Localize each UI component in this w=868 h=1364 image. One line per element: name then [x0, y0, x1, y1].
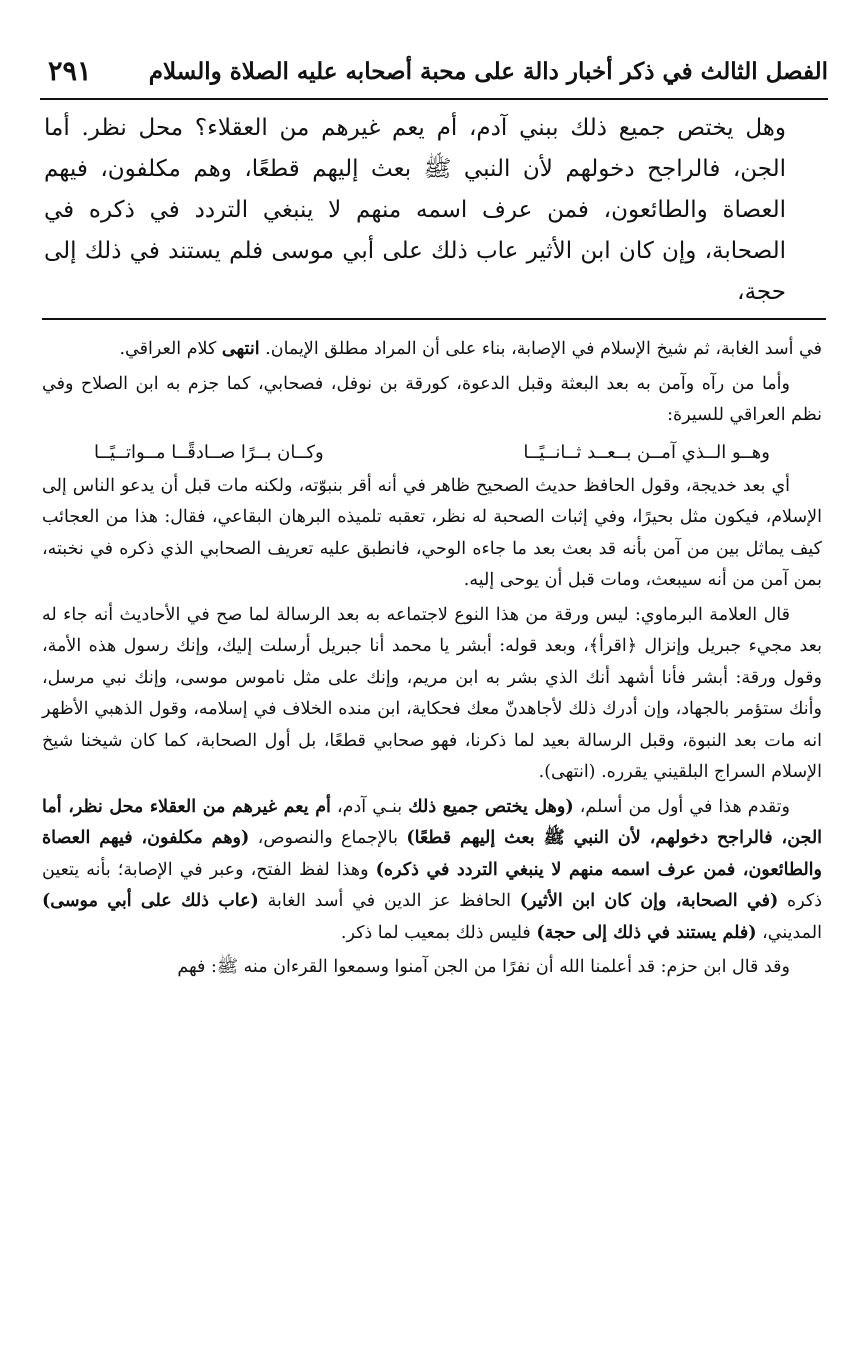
page-number: ٢٩١	[48, 56, 92, 87]
footnote-paragraph	[42, 792, 822, 950]
footnote-bold-text: انتهى	[221, 339, 260, 359]
verse-hemistich-left: وكــان بــرًا صــادقًــا مــواتــيًــا	[94, 441, 324, 463]
footnote-text: فليس ذلك بمعيب لما ذكر.	[340, 922, 537, 943]
footnote-divider	[42, 318, 826, 320]
footnote-text: وتقدم هذا في أول من أسلم،	[573, 796, 791, 817]
footnote-text: وهذا لفظ الفتح، وعبر في الإصابة؛ بأنه يتعين ذكره	[42, 859, 822, 911]
verse-line	[42, 435, 822, 471]
footnote-paragraph: أي بعد خديجة، وقول الحافظ حديث الصحيح ظاهر في أنه أقر بنبوّته، ولكنه مات قبل أن يدعو الناس إلى الإسلام، فيكون مثل بحيرًا، وفي إثبات الصحبة له نظر، تعقبه تلميذه البرهان البقاعي، فقال: هذا من العجائب كيف يماثل بين من آمن بأنه قد بعث بعد ما جاءه الوحي، فانطبق عليه تعريف الصحابي الذي ذكره في نخبته، بمن آمن من أنه سيبعث، ومات قبل أن يوحى إليه.	[42, 475, 822, 590]
page-header	[40, 56, 828, 100]
footnote-text: المديني،	[756, 922, 822, 943]
chapter-title: الفصل الثالث في ذكر أخبار دالة على محبة أصحابه عليه الصلاة والسلام	[148, 58, 828, 85]
footnote-text: كلام العراقي.	[119, 339, 217, 359]
footnote-text: بنـي آدم،	[330, 796, 409, 817]
footnote-quote: (وهم مكلفون، فيهم العصاة والطائعون، فمن عرف اسمه منهم لا ينبغي التردد في ذكره)	[42, 828, 822, 880]
footnotes-section	[42, 334, 822, 987]
footnote-quote: (في الصحابة، وإن كان ابن الأثير)	[519, 891, 779, 911]
footnote-quote: (فلم يستند في ذلك إلى حجة)	[536, 922, 757, 943]
footnote-paragraph	[42, 334, 822, 366]
footnote-quote: (وهل يختص جميع ذلك	[408, 796, 574, 817]
main-paragraph: وهل يختص جميع ذلك ببني آدم، أم يعم غيرهم من العقلاء؟ محل نظر. أما الجن، فالراجح دخولهم لأن النبي ﷺ بعث إليهم قطعًا، وهم مكلفون، فيهم العصاة والطائعون، فمن عرف اسمه منهم لا ينبغي التردد في ذكره في الصحابة، وإن كان ابن الأثير عاب ذلك على أبي موسى فلم يستند في ذلك إلى حجة،	[44, 115, 786, 305]
verse-hemistich-right: وهــو الــذي آمــن بــعــد ثــانــيًــا	[523, 441, 770, 463]
footnote-text: الحافظ عز الدين في أسد الغابة	[258, 891, 520, 911]
footnote-paragraph: وقد قال ابن حزم: قد أعلمنا الله أن نفرًا من الجن آمنوا وسمعوا القرءان منه ﷺ: فهم	[177, 957, 790, 977]
footnote-text: بالإجماع والنصوص،	[249, 828, 407, 848]
footnote-paragraph: وأما من رآه وآمن به بعد البعثة وقبل الدعوة، كورقة بن نوفل، فصحابي، كما جزم به ابن الصلاح وفي نظم العراقي للسيرة:	[42, 373, 822, 425]
main-text	[44, 108, 824, 313]
footnote-quote: أم يعم غيرهم من العقلاء محل نظر، أما الجن، فالراجح دخولهم، لأن النبي ﷺ بعث إليهم قطعًا)	[42, 796, 823, 848]
footnote-paragraph: قال العلامة البرماوي: ليس ورقة من هذا النوع لاجتماعه به بعد الرسالة لما صح في الأحاديث أنه جاء له بعد مجيء جبريل وإنزال ﴿اقرأ﴾، وبعد قوله: أبشر يا محمد أنا جبريل أرسلت إليك، وإنك رسول هذه الأمة، وقول ورقة: أبشر فأنا أشهد أنك الذي بشر به ابن مريم، وإنك على مثل ناموس موسى، وإنك نبي مرسل، وأنك ستؤمر بالجهاد، وإن أدرك ذلك لأجاهدنّ معك فحكاية، ابن منده الخلاف في إسلامه، وقول الذهبي الأظهر انه مات بعد النبوة، وقبل الرسالة بعيد لما ذكرنا، فهو صحابي قطعًا، بل أول الصحابة، كما كان شيخنا شيخ الإسلام السراج البلقيني يقرره. (انتهى).	[42, 604, 822, 782]
footnote-text: في أسد الغابة، ثم شيخ الإسلام في الإصابة، بناء على أن المراد مطلق الإيمان.	[265, 339, 822, 359]
footnote-quote: (عاب ذلك على أبي موسى)	[42, 891, 259, 911]
